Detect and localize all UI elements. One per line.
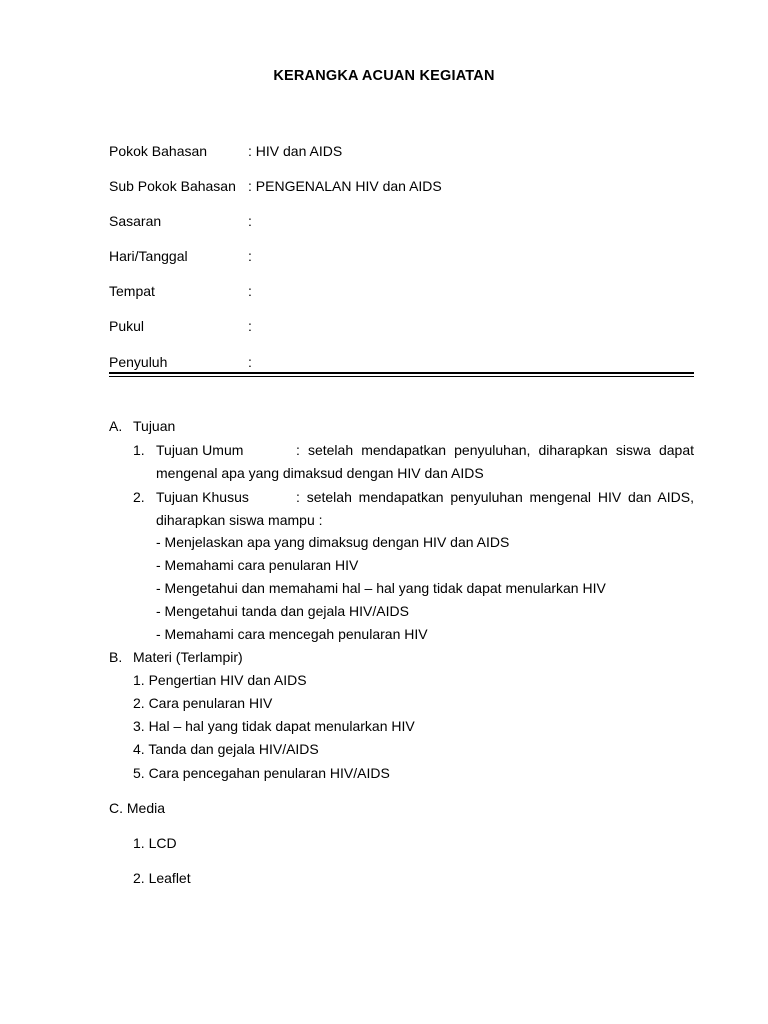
tujuan-khusus-item: - Mengetahui dan memahami hal – hal yang tidak dapat menularkan HIV <box>156 580 606 596</box>
tujuan-khusus-label: Tujuan Khusus <box>156 489 249 505</box>
tujuan-khusus-line2: diharapkan siswa mampu : <box>156 512 323 528</box>
tujuan-umum-line1-text: : setelah mendapatkan penyuluhan, diharapkan siswa dapat <box>296 442 694 458</box>
materi-item: 3. Hal – hal yang tidak dapat menularkan HIV <box>133 718 415 734</box>
info-value: : <box>248 213 252 229</box>
tujuan-khusus-item: - Mengetahui tanda dan gejala HIV/AIDS <box>156 603 409 619</box>
section-a-heading: Tujuan <box>133 418 176 434</box>
tujuan-khusus-item: - Menjelaskan apa yang dimaksug dengan HIV dan AIDS <box>156 534 510 550</box>
info-label: Pokok Bahasan <box>109 143 208 159</box>
tujuan-khusus-line1 <box>296 488 694 506</box>
tujuan-umum-label: Tujuan Umum <box>156 442 244 458</box>
section-c-heading: C. Media <box>109 800 166 816</box>
tujuan-khusus-item: - Memahami cara penularan HIV <box>156 557 359 573</box>
info-value: : <box>248 248 252 264</box>
info-label: Sub Pokok Bahasan <box>109 178 236 194</box>
section-b-heading: Materi (Terlampir) <box>133 649 243 665</box>
header-divider-thick <box>109 372 694 374</box>
info-label: Hari/Tanggal <box>109 248 188 264</box>
header-divider-thin <box>109 376 694 377</box>
media-item: 2. Leaflet <box>133 870 191 886</box>
document-title: KERANGKA ACUAN KEGIATAN <box>273 68 495 84</box>
materi-item: 2. Cara penularan HIV <box>133 695 273 711</box>
info-value: : <box>248 354 252 370</box>
materi-item: 5. Cara pencegahan penularan HIV/AIDS <box>133 765 390 781</box>
info-label: Tempat <box>109 283 155 299</box>
materi-item: 1. Pengertian HIV dan AIDS <box>133 672 307 688</box>
info-label: Pukul <box>109 318 145 334</box>
tujuan-khusus-line1-text: : setelah mendapatkan penyuluhan mengenal HIV dan AIDS, <box>296 489 694 505</box>
tujuan-umum-line2: mengenal apa yang dimaksud dengan HIV dan AIDS <box>156 465 484 481</box>
info-label: Sasaran <box>109 213 162 229</box>
info-value: : <box>248 283 252 299</box>
tujuan-khusus-item: - Memahami cara mencegah penularan HIV <box>156 626 428 642</box>
tujuan-khusus-number: 2. <box>133 489 145 505</box>
info-label: Penyuluh <box>109 354 168 370</box>
info-value: : HIV dan AIDS <box>248 143 343 159</box>
tujuan-umum-line1 <box>296 441 694 459</box>
tujuan-umum-number: 1. <box>133 442 145 458</box>
materi-item: 4. Tanda dan gejala HIV/AIDS <box>133 741 319 757</box>
info-value: : <box>248 318 252 334</box>
info-value: : PENGENALAN HIV dan AIDS <box>248 178 442 194</box>
section-b-marker: B. <box>109 649 123 665</box>
section-a-marker: A. <box>109 418 123 434</box>
media-item: 1. LCD <box>133 835 177 851</box>
